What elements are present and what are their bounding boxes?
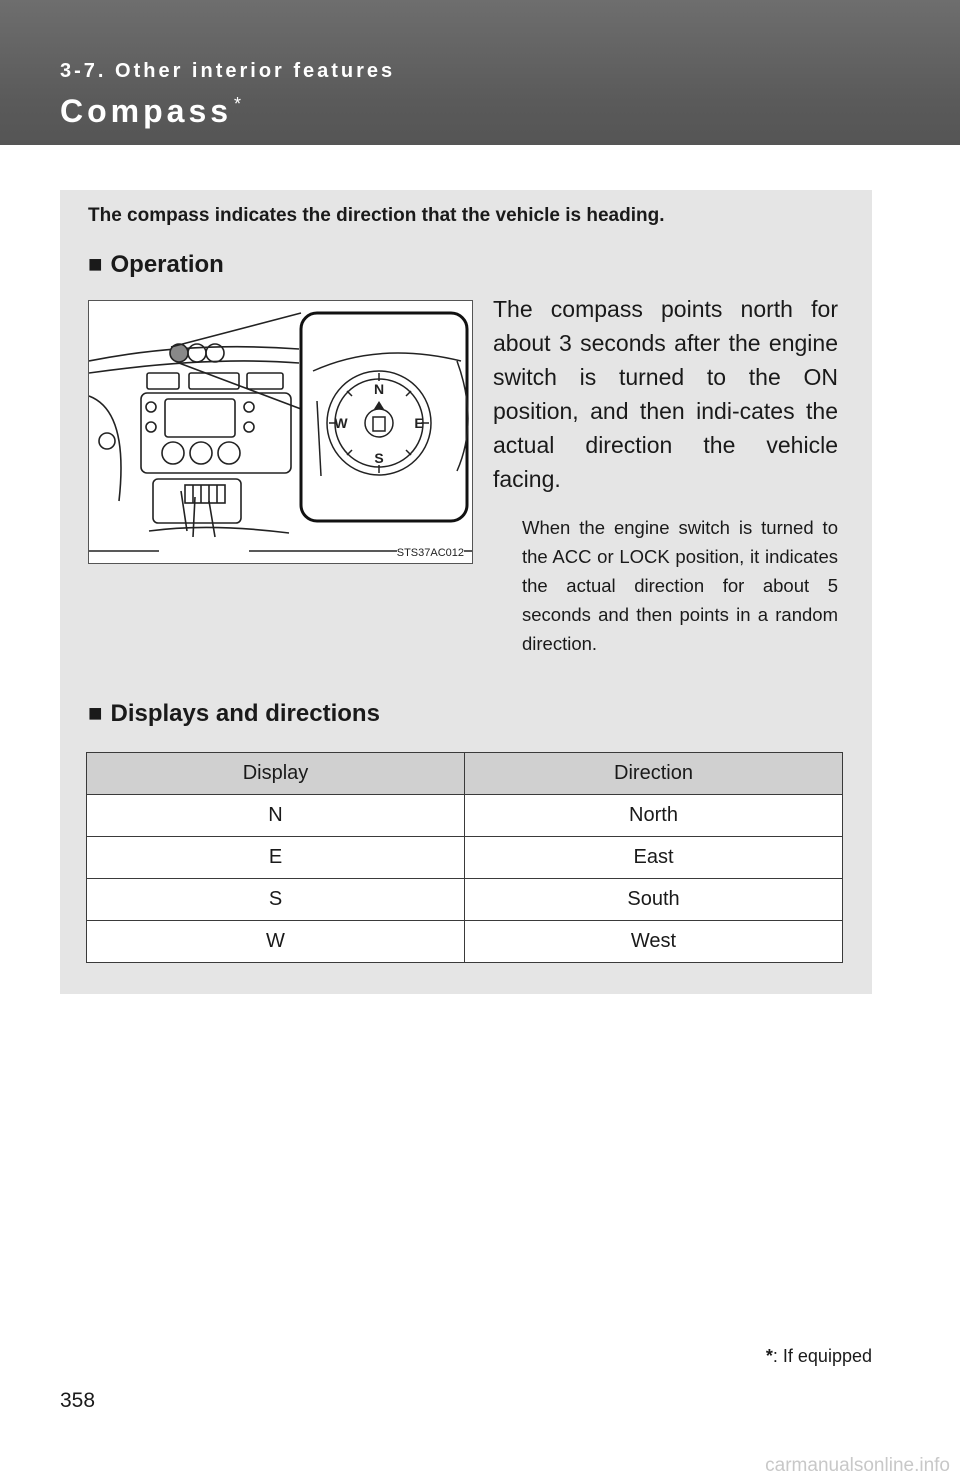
operation-heading <box>88 251 224 279</box>
table-row <box>87 837 843 879</box>
direction-cell: East <box>465 837 843 879</box>
direction-cell: South <box>465 879 843 921</box>
direction-cell: North <box>465 795 843 837</box>
page-header <box>0 0 960 145</box>
page-number: 358 <box>60 1389 96 1412</box>
compass-letter-w: W <box>334 415 348 431</box>
displays-heading-label: Displays and directions <box>110 700 380 727</box>
page-title-text: Compass <box>60 93 233 129</box>
column-header-direction: Direction <box>465 753 843 795</box>
heading-square-icon: ■ <box>88 700 103 727</box>
footnote-text: : If equipped <box>772 1346 872 1366</box>
footnote-asterisk: * <box>765 1346 773 1366</box>
dashboard-drawing <box>89 301 472 563</box>
compass-letter-n: N <box>373 381 385 397</box>
operation-body-text: The compass points north for about 3 seconds after the engine switch is turned to the ON position, and then indi-cates the actual direction the vehicle facing. <box>493 296 838 492</box>
footnote <box>766 1346 872 1367</box>
displays-directions-table <box>86 752 843 963</box>
heading-square-icon: ■ <box>88 251 103 278</box>
display-cell: S <box>87 879 465 921</box>
dashboard-compass-illustration <box>88 300 473 564</box>
display-cell: N <box>87 795 465 837</box>
section-label: 3-7. Other interior features <box>60 60 396 82</box>
watermark: carmanualsonline.info <box>765 1455 950 1476</box>
compass-letter-s: S <box>374 450 384 466</box>
table-header-row <box>87 753 843 795</box>
compass-letter-e: E <box>414 415 424 431</box>
title-asterisk: * <box>234 94 246 115</box>
page-title <box>60 93 245 130</box>
display-cell: W <box>87 921 465 963</box>
figure-code: STS37AC012 <box>396 547 464 559</box>
display-cell: E <box>87 837 465 879</box>
table-row <box>87 795 843 837</box>
displays-heading <box>88 700 380 728</box>
table-row <box>87 921 843 963</box>
column-header-display: Display <box>87 753 465 795</box>
intro-text: The compass indicates the direction that the vehicle is heading. <box>88 205 665 226</box>
table-row <box>87 879 843 921</box>
operation-note-text: When the engine switch is turned to the ACC or LOCK position, it indicates the actual direction for about 5 seconds and then points in a random direction. <box>522 517 838 654</box>
operation-heading-label: Operation <box>110 251 224 278</box>
direction-cell: West <box>465 921 843 963</box>
